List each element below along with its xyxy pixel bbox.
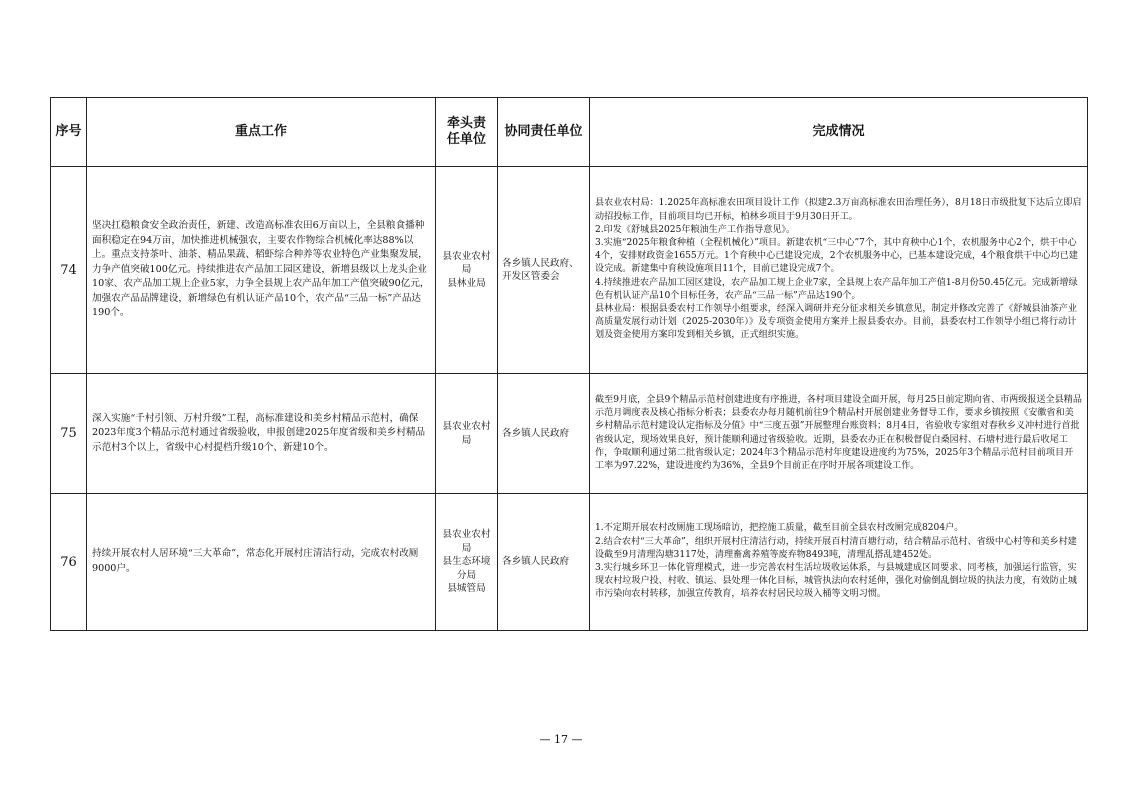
header-number: 序号 xyxy=(51,98,87,167)
header-lead-unit xyxy=(436,98,498,167)
row-cooperating-unit: 各乡镇人民政府 xyxy=(498,374,590,494)
status-paragraph: 3.实行城乡环卫一体化管理模式，进一步完善农村生活垃圾收运体系，与县城建成区同要求、同考核，加强运行监管，实现农村垃圾户投、村收、镇运、县处理一体化目标，城管执法向农村延伸，强化对偷倒乱倒垃圾的执法力度，有效防止城市污染向农村转移，加强宣传教育，培养农村居民垃圾入桶等文明习惯。 xyxy=(595,563,1077,600)
row-cooperating-unit: 各乡镇人民政府、开发区管委会 xyxy=(498,167,590,374)
header-cooperating-unit: 协同责任单位 xyxy=(498,98,590,167)
table-row xyxy=(51,374,1088,494)
row-lead-unit xyxy=(436,374,498,494)
lead-unit-line: 县农业农村局 xyxy=(442,421,491,446)
status-paragraph: 3.实施“2025年粮食种植（全程机械化）”项目。新建农机“三中心”7个，其中育秧中心1个，农机服务中心2个，烘干中心4个，安排财政资金1655万元。1个育秧中心已建设完成，2个农机服务中心，已基本建设完成，4个粮食烘干中心均已建设完成。新建集中育秧设施项目11个，目前已建设完成7个。 xyxy=(595,237,1078,275)
table-header-row xyxy=(51,98,1088,167)
row-number: 76 xyxy=(51,494,87,631)
row-completion-status xyxy=(590,167,1088,374)
row-cooperating-unit: 各乡镇人民政府 xyxy=(498,494,590,631)
status-paragraph: 县林业局：根据县委农村工作领导小组要求，经深入调研并充分征求相关乡镇意见，制定并修改完善了《舒城县油茶产业高质量发展行动计划（2025-2030年）》及专项资金使用方案并上报县委农办。目前，县委农村工作领导小组已将行动计划及资金使用方案印发到相关乡镇，正式组织实施。 xyxy=(595,304,1077,341)
row-number: 74 xyxy=(51,167,87,374)
lead-unit-line: 县林业局 xyxy=(447,277,486,289)
status-paragraph: 2.结合农村“三大革命”，组织开展村庄清洁行动，持续开展百村清百塘行动，结合精品示范村、省级中心村等和美乡村建设截至9月清理沟塘3117处，清理畜禽养殖等废弃物8493吨，清理乱搭乱建452处。 xyxy=(595,536,1077,560)
page-number: — 17 — xyxy=(539,733,583,746)
status-paragraph: 县农业农村局：1.2025年高标准农田项目设计工作（拟建2.3万亩高标准农田治理任务），8月18日市级批复下达后立即启动招投标工作，目前项目均已开标，柏林乡项目于9月30日开工。 xyxy=(595,198,1082,222)
table-row xyxy=(51,167,1088,374)
row-key-work: 持续开展农村人居环境“三大革命”，常态化开展村庄清洁行动，完成农村改厕9000户。 xyxy=(87,494,436,631)
status-paragraph: 1.不定期开展农村改厕施工现场暗访，把控施工质量，截至目前全县农村改厕完成8204户。 xyxy=(595,523,964,534)
lead-unit-line: 县城管局 xyxy=(447,583,486,595)
status-paragraph: 截至9月底，全县9个精品示范村创建进度有序推进，各村项目建设全面开展，每月25日前定期向省、市两级报送全县精品示范月调度表及核心指标分析表；县委农办每月随机前往9个精品村开展创建业务督导工作，要求乡镇按照《安徽省和美乡村精品示范村建设认定指标及分值》中“三度五强”开展整理台账资料；8月4日，省验收专家组对春秋乡义冲村进行首批省级认定，现场效果良好，预计能顺利通过省级验收。近期，县委农办正在积极督促白桑园村、石塘村进行最后收尾工作，争取顺利通过第二批省级认定；2024年3个精品示范村年度建设进度约为75%，2025年3个精品示范村目前项目开工率为97.22%，建设进度约为36%，全县9个目前正在序时开展各项建设工作。 xyxy=(595,394,1082,471)
row-number: 75 xyxy=(51,374,87,494)
lead-unit-line: 县生态环境分局 xyxy=(442,556,491,581)
row-lead-unit xyxy=(436,167,498,374)
table-row xyxy=(51,494,1088,631)
work-progress-table xyxy=(50,97,1088,631)
row-lead-unit xyxy=(436,494,498,631)
row-key-work: 深入实施“千村引领、万村升级”工程，高标准建设和美乡村精品示范村，确保2023年度3个精品示范村通过省级验收，申报创建2025年度省级和美乡村精品示范村3个以上，省级中心村提档升级10个、新建10个。 xyxy=(87,374,436,494)
status-paragraph: 4.持续推进农产品加工园区建设，农产品加工规上企业7家，全县规上农产品年加工产值1-8月份50.45亿元。完成新增绿色有机认证产品10个目标任务，农产品“三品一标”产品达190个。 xyxy=(595,277,1078,301)
header-completion-status: 完成情况 xyxy=(590,98,1088,167)
status-paragraph: 2.印发《舒城县2025年粮油生产工作指导意见》。 xyxy=(595,224,796,235)
lead-unit-line: 县农业农村局 xyxy=(442,529,491,554)
header-key-work: 重点工作 xyxy=(87,98,436,167)
row-completion-status xyxy=(590,374,1088,494)
row-key-work: 坚决扛稳粮食安全政治责任，新建、改造高标准农田6万亩以上，全县粮食播种面积稳定在94万亩，加快推进机械强农，主要农作物综合机械化率达88%以上。重点支持茶叶、油茶、精品果蔬、稻虾综合种养等农业特色产业集聚发展，力争产值突破100亿元。持续推进农产品加工园区建设，新增县级以上龙头企业10家、农产品加工规上企业5家，力争全县规上农产品年加工产值突破90亿元，加强农产品品牌建设，新增绿色有机认证产品10个，农产品“三品一标”产品达190个。 xyxy=(87,167,436,374)
lead-unit-line: 县农业农村局 xyxy=(442,250,491,276)
header-lead-unit-text: 牵头责任单位 xyxy=(446,116,486,147)
row-completion-status xyxy=(590,494,1088,631)
